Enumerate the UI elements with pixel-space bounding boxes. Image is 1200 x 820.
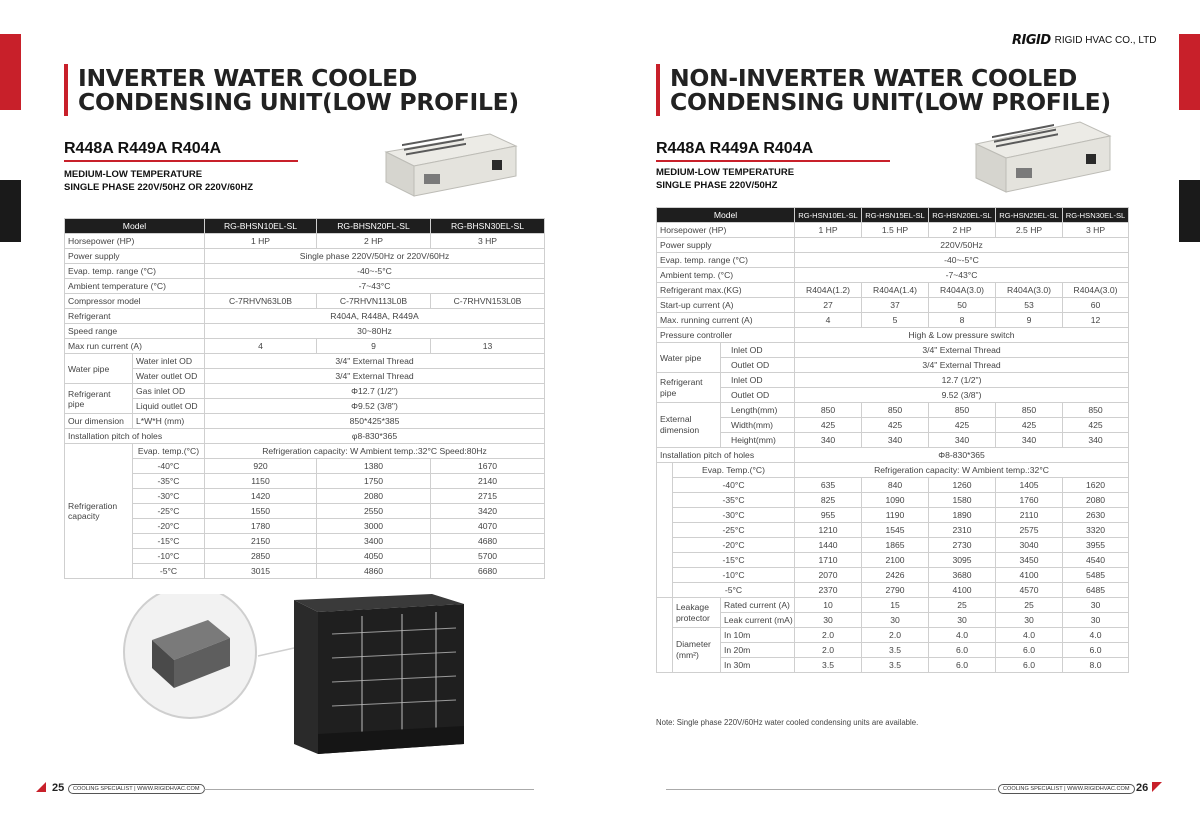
right-head-model-4: RG-HSN25EL-SL <box>996 208 1063 223</box>
table-row: Leak current (mA) 30 30 30 30 30 <box>657 613 1129 628</box>
right-refrigerants: R448A R449A R404A <box>656 140 814 157</box>
table-row: Leakage protector Rated current (A) 10 15 25 25 30 <box>657 598 1129 613</box>
left-footer-line <box>204 789 534 790</box>
left-edge-tab-dark <box>0 180 21 242</box>
right-edge-tab-red <box>1179 34 1200 110</box>
table-row: Installation pitch of holes φ8-830*365 <box>65 429 545 444</box>
table-row: -30°C 1420 2080 2715 <box>65 489 545 504</box>
right-head-model-5: RG-HSN30EL-SL <box>1063 208 1129 223</box>
table-row: -35°C 1150 1750 2140 <box>65 474 545 489</box>
brand-logo <box>1012 33 1157 48</box>
table-row: -5°C 3015 4860 6680 <box>65 564 545 579</box>
table-row: Refrigerant pipe Inlet OD 12.7 (1/2") <box>657 373 1129 388</box>
right-condensing-unit-image <box>972 114 1112 194</box>
right-head-model: Model <box>657 208 795 223</box>
left-title-line1: INVERTER WATER COOLED <box>78 64 418 92</box>
table-row: In 30m 3.5 3.5 6.0 6.0 8.0 <box>657 658 1129 673</box>
table-row: Our dimension L*W*H (mm) 850*425*385 <box>65 414 545 429</box>
right-page-title <box>670 66 1111 114</box>
table-row: Ambient temperature (°C) -7~43°C <box>65 279 545 294</box>
table-row: Horsepower (HP) 1 HP 2 HP 3 HP <box>65 234 545 249</box>
left-title-accent <box>64 64 68 116</box>
left-footer-text: COOLING SPECIALIST | WWW.RIGIDHVAC.COM <box>68 784 205 794</box>
left-refrigerants: R448A R449A R404A <box>64 140 222 157</box>
left-page-title <box>78 66 519 114</box>
table-row: Max run current (A) 4 9 13 <box>65 339 545 354</box>
table-row: Start-up current (A) 27 37 50 53 60 <box>657 298 1129 313</box>
left-head-model-2: RG-BHSN20FL-SL <box>317 219 431 234</box>
left-footer-triangle <box>36 782 46 792</box>
left-head-model-1: RG-BHSN10EL-SL <box>205 219 317 234</box>
table-row: Liquid outlet OD Φ9.52 (3/8") <box>65 399 545 414</box>
table-row: -10°C 2850 4050 5700 <box>65 549 545 564</box>
table-row: -15°C 2150 3400 4680 <box>65 534 545 549</box>
table-row: Refrigeration capacity Evap. temp.(°C) Refrigeration capacity: W Ambient temp.:32°C Speed:80Hz <box>65 444 545 459</box>
right-page-number: 26 <box>1136 782 1149 794</box>
table-row: -30°C 955 1190 1890 2110 2630 <box>657 508 1129 523</box>
left-condensing-unit-image <box>380 126 520 198</box>
table-row: Evap. temp. range (°C) -40~-5°C <box>657 253 1129 268</box>
right-edge-tab-dark <box>1179 180 1200 242</box>
right-head-model-1: RG-HSN10EL-SL <box>795 208 862 223</box>
table-row: Compressor model C-7RHVN63L0B C-7RHVN113L0B C-7RHVN153L0B <box>65 294 545 309</box>
right-footer-text: COOLING SPECIALIST | WWW.RIGIDHVAC.COM <box>998 784 1135 794</box>
table-row: -25°C 1210 1545 2310 2575 3320 <box>657 523 1129 538</box>
table-row: -20°C 1440 1865 2730 3040 3955 <box>657 538 1129 553</box>
right-title-accent <box>656 64 660 116</box>
right-spec-table <box>656 207 1129 673</box>
left-spec-line1: MEDIUM-LOW TEMPERATURE <box>64 169 203 180</box>
left-refs-underline <box>64 160 298 162</box>
left-page-number: 25 <box>52 782 65 794</box>
table-row: Height(mm) 340 340 340 340 340 <box>657 433 1129 448</box>
left-edge-tab-red <box>0 34 21 110</box>
left-spec-table <box>64 218 545 579</box>
right-spec-line2: SINGLE PHASE 220V/50HZ <box>656 180 778 191</box>
table-row: Speed range 30~80Hz <box>65 324 545 339</box>
table-row: External dimension Length(mm) 850 850 850 850 850 <box>657 403 1129 418</box>
display-cabinet-image <box>112 594 492 760</box>
table-row: Outlet OD 9.52 (3/8") <box>657 388 1129 403</box>
table-row: -5°C 2370 2790 4100 4570 6485 <box>657 583 1129 598</box>
table-row: Evap. temp. range (°C) -40~-5°C <box>65 264 545 279</box>
table-row: Water pipe Water inlet OD 3/4" External Thread <box>65 354 545 369</box>
table-row: Diameter (mm²) In 10m 2.0 2.0 4.0 4.0 4.0 <box>657 628 1129 643</box>
table-row: -25°C 1550 2550 3420 <box>65 504 545 519</box>
table-row: Water outlet OD 3/4" External Thread <box>65 369 545 384</box>
right-title-line2: CONDENSING UNIT(LOW PROFILE) <box>670 88 1111 116</box>
table-row: -15°C 1710 2100 3095 3450 4540 <box>657 553 1129 568</box>
right-title-line1: NON-INVERTER WATER COOLED <box>670 64 1077 92</box>
table-row: -40°C 635 840 1260 1405 1620 <box>657 478 1129 493</box>
table-row: Refrigerant pipe Gas inlet OD Φ12.7 (1/2") <box>65 384 545 399</box>
table-row: Power supply 220V/50Hz <box>657 238 1129 253</box>
right-footer-line <box>666 789 996 790</box>
brand-name: RIGID HVAC CO., LTD <box>1054 35 1157 46</box>
left-title-line2: CONDENSING UNIT(LOW PROFILE) <box>78 88 519 116</box>
left-spec-line2: SINGLE PHASE 220V/50HZ OR 220V/60HZ <box>64 182 254 193</box>
table-row: Power supply Single phase 220V/50Hz or 220V/60Hz <box>65 249 545 264</box>
table-row: Max. running current (A) 4 5 8 9 12 <box>657 313 1129 328</box>
right-head-model-3: RG-HSN20EL-SL <box>929 208 996 223</box>
table-row: Outlet OD 3/4" External Thread <box>657 358 1129 373</box>
table-row: Installation pitch of holes Φ8-830*365 <box>657 448 1129 463</box>
right-head-model-2: RG-HSN15EL-SL <box>862 208 929 223</box>
right-table-note: Note: Single phase 220V/60Hz water cooled condensing units are available. <box>656 718 919 727</box>
table-row: -40°C 920 1380 1670 <box>65 459 545 474</box>
table-row: Refrigerant R404A, R448A, R449A <box>65 309 545 324</box>
table-row: Width(mm) 425 425 425 425 425 <box>657 418 1129 433</box>
table-row: In 20m 2.0 3.5 6.0 6.0 6.0 <box>657 643 1129 658</box>
right-refs-underline <box>656 160 890 162</box>
right-spec-line1: MEDIUM-LOW TEMPERATURE <box>656 167 795 178</box>
left-head-model: Model <box>65 219 205 234</box>
table-row: -35°C 825 1090 1580 1760 2080 <box>657 493 1129 508</box>
table-row: Ambient temp. (°C) -7~43°C <box>657 268 1129 283</box>
table-row: Evap. Temp.(°C) Refrigeration capacity: W Ambient temp.:32°C <box>657 463 1129 478</box>
left-head-model-3: RG-BHSN30EL-SL <box>431 219 545 234</box>
right-footer-triangle <box>1152 782 1162 792</box>
table-row: Pressure controller High & Low pressure switch <box>657 328 1129 343</box>
brand-mark: RIGID <box>1012 33 1051 48</box>
left-spec <box>64 168 253 194</box>
table-row: -20°C 1780 3000 4070 <box>65 519 545 534</box>
right-spec <box>656 166 794 192</box>
table-row: Horsepower (HP) 1 HP 1.5 HP 2 HP 2.5 HP 3 HP <box>657 223 1129 238</box>
table-row: Refrigerant max.(KG) R404A(1.2) R404A(1.4) R404A(3.0) R404A(3.0) R404A(3.0) <box>657 283 1129 298</box>
table-row: Water pipe Inlet OD 3/4" External Thread <box>657 343 1129 358</box>
table-row: -10°C 2070 2426 3680 4100 5485 <box>657 568 1129 583</box>
